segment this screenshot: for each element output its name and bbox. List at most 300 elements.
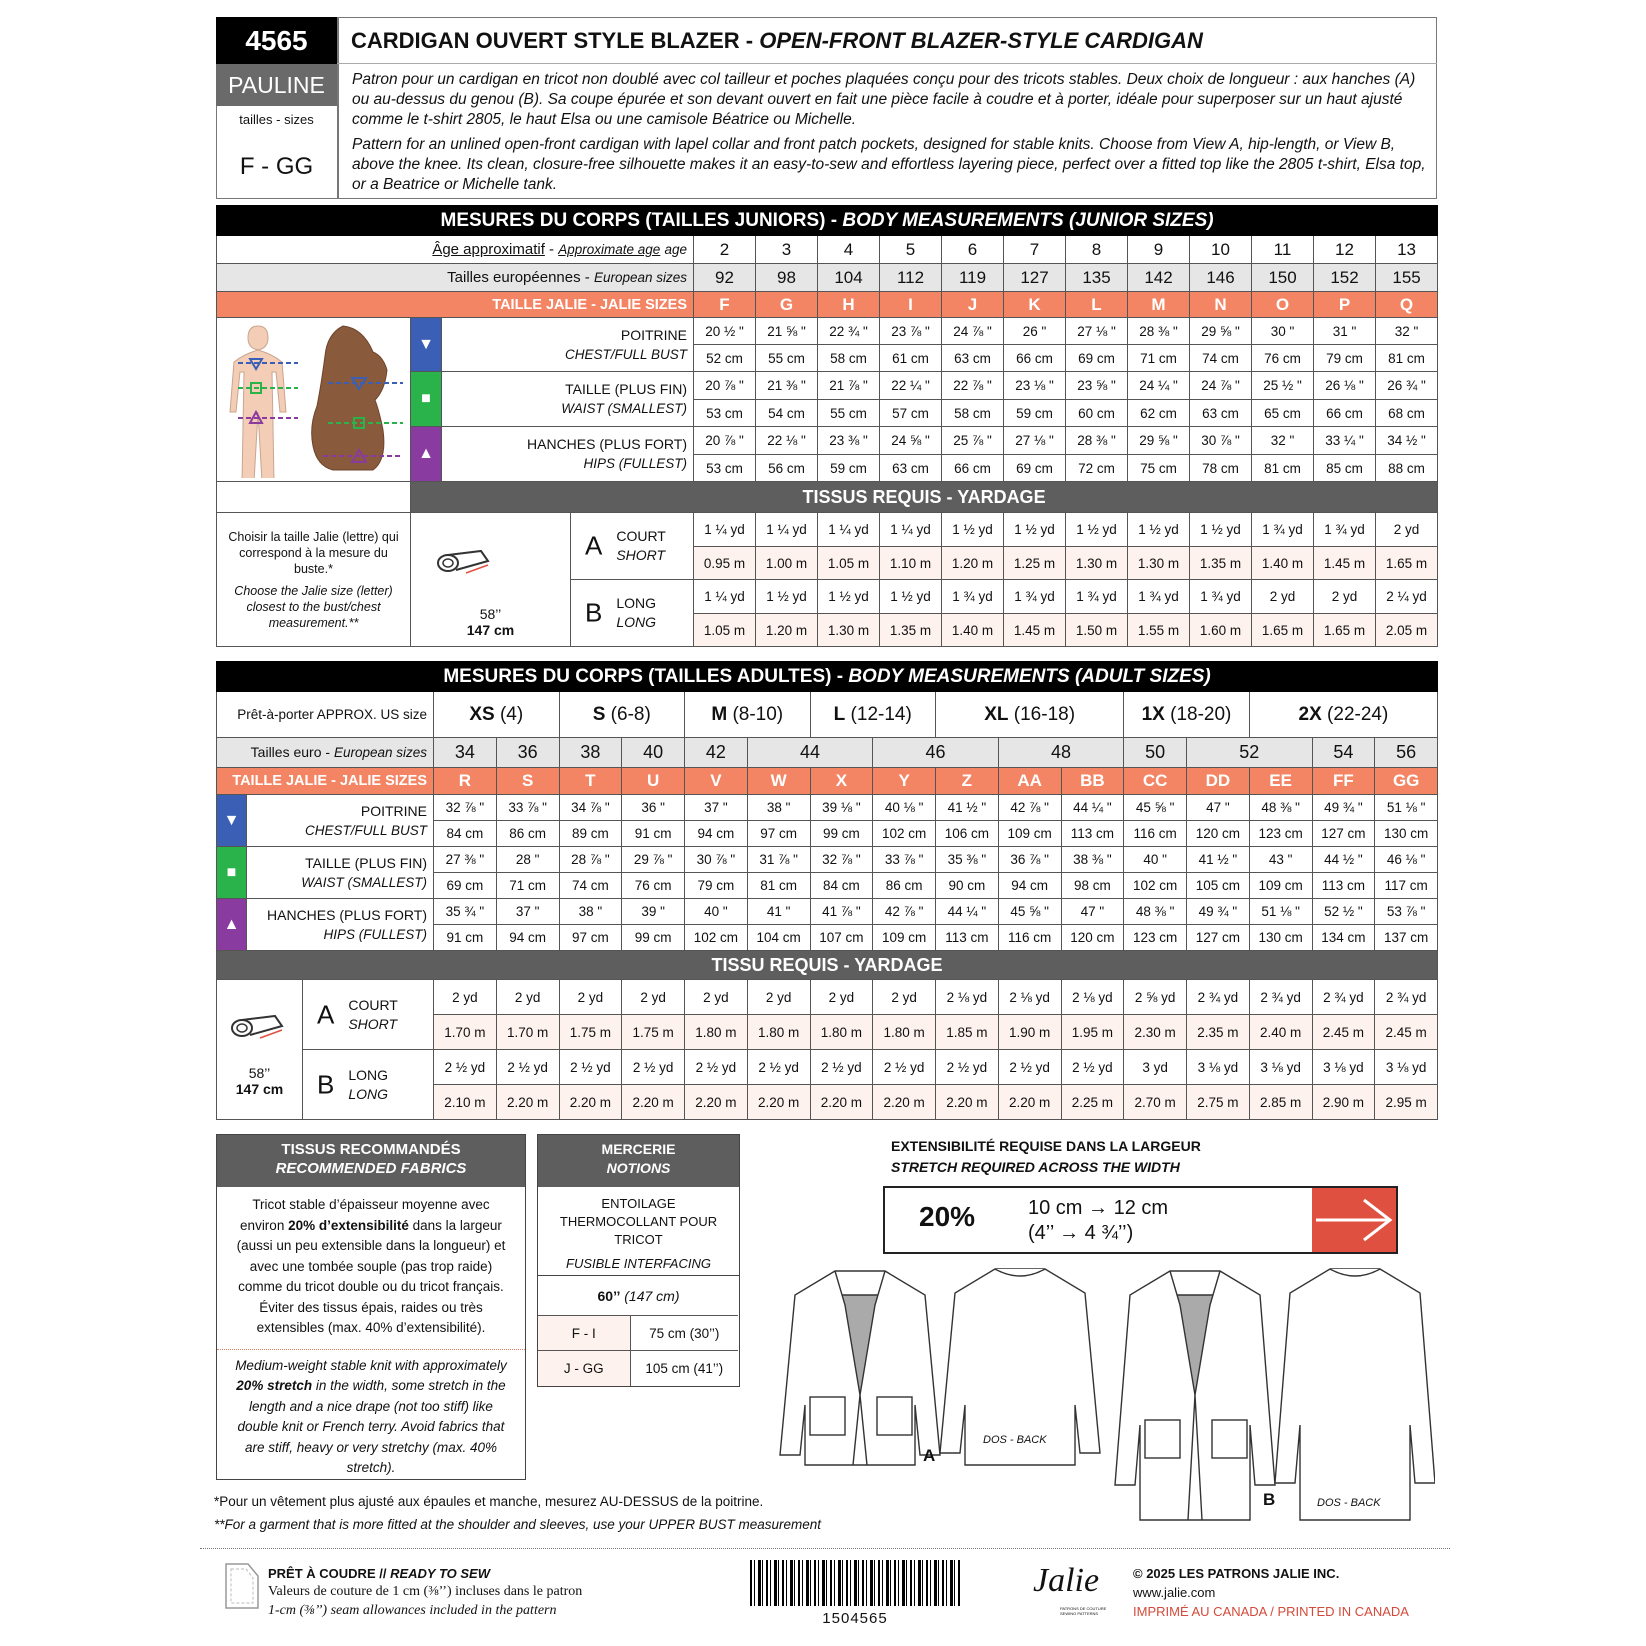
waist-cm-cell: 71 cm <box>496 873 559 899</box>
header-divider <box>337 17 339 199</box>
yardage-b-yd-cell: 2 yd <box>1314 580 1376 614</box>
rtw-size-name: XS <box>469 703 495 725</box>
chest-in-cell: 33 ⅞ " <box>496 795 559 821</box>
hips-in-cell: 34 ½ " <box>1376 427 1438 455</box>
yardage-b-m-cell: 1.60 m <box>1190 614 1252 647</box>
notions-size: F - I <box>538 1316 630 1351</box>
hips-in-cell: 53 ⅞ " <box>1375 899 1438 925</box>
euro-cell: 42 <box>685 738 748 768</box>
euro-cell: 40 <box>622 738 685 768</box>
yardage-b-m-cell: 2.75 m <box>1187 1085 1250 1120</box>
rtw-size-num: (6-8) <box>605 703 651 725</box>
chest-symbol-icon: ▼ <box>217 795 247 847</box>
notions-row <box>538 1351 738 1386</box>
rtw-size-num: (12-14) <box>845 703 912 725</box>
waist-in-cell: 26 ⅛ " <box>1314 372 1376 400</box>
waist-label-en: WAIST (SMALLEST) <box>561 401 687 416</box>
waist-in-cell: 24 ⅞ " <box>1190 372 1252 400</box>
rtw-size-name: S <box>592 703 606 725</box>
title-en: OPEN-FRONT BLAZER-STYLE CARDIGAN <box>759 28 1203 53</box>
body-figures <box>217 318 411 482</box>
euro-cell: 119 <box>942 264 1004 292</box>
hips-cm-cell: 66 cm <box>942 455 1004 482</box>
euro-cell: 155 <box>1376 264 1438 292</box>
yardage-b-yd-cell: 2 ½ yd <box>998 1050 1061 1085</box>
jalie-size-cell: N <box>1190 292 1252 318</box>
euro-label-fr: Tailles euro - <box>250 744 334 760</box>
chest-cm-cell: 97 cm <box>747 821 810 847</box>
view-a-label <box>303 980 434 1050</box>
yardage-b-m-cell: 2.20 m <box>685 1085 748 1120</box>
ready-to-sew <box>268 1566 490 1581</box>
waist-cm-cell: 57 cm <box>880 400 942 427</box>
view-a-front-sketch <box>780 1271 940 1465</box>
chest-in-cell: 22 ¾ " <box>818 318 880 345</box>
stretch-title-fr: EXTENSIBILITÉ REQUISE DANS LA LARGEUR <box>891 1138 1201 1154</box>
notions-width-cm: (147 cm) <box>624 1288 680 1304</box>
jalie-size-cell: H <box>818 292 880 318</box>
yardage-a-m-cell: 1.10 m <box>880 547 942 580</box>
rtw-size-num: (16-18) <box>1008 703 1076 725</box>
yardage-a-m-cell: 1.35 m <box>1190 547 1252 580</box>
view-a-letter: A <box>317 999 335 1029</box>
jalie-size-cell: GG <box>1375 768 1438 795</box>
choose-note-en: Choose the Jalie size (letter) closest to the bust/chest measurement.** <box>234 583 393 630</box>
euro-cell: 50 <box>1124 738 1187 768</box>
notions-item-en: FUSIBLE INTERFACING <box>566 1256 711 1271</box>
yardage-a-yd-cell: 1 ½ yd <box>942 513 1004 547</box>
yardage-a-m-cell: 1.70 m <box>434 1015 497 1050</box>
chest-cm-cell: 109 cm <box>998 821 1061 847</box>
waist-in-cell: 28 ⅞ " <box>559 847 622 873</box>
junior-title-fr: MESURES DU CORPS (TAILLES JUNIORS) - <box>440 209 843 231</box>
jalie-size-cell: J <box>942 292 1004 318</box>
rtw-size-cell <box>559 692 685 738</box>
chest-cm-cell: 84 cm <box>434 821 497 847</box>
notions-qty: 75 cm (30’’) <box>630 1316 738 1351</box>
yardage-a-yd-cell: 1 ½ yd <box>1004 513 1066 547</box>
rtw-size-num: (4) <box>494 703 524 725</box>
seam-allowance-en: 1-cm (⅜’’) seam allowances included in the pattern <box>268 1603 557 1618</box>
euro-label <box>217 738 434 768</box>
yardage-b-m-cell: 1.65 m <box>1314 614 1376 647</box>
waist-in-cell: 20 ⅞ " <box>694 372 756 400</box>
yardage-b-yd-cell: 2 ½ yd <box>622 1050 685 1085</box>
ready-fr: PRÊT À COUDRE <box>268 1566 376 1581</box>
chest-cm-cell: 127 cm <box>1312 821 1375 847</box>
view-b-en: LONG <box>616 614 657 630</box>
jalie-size-label: TAILLE JALIE - JALIE SIZES <box>217 768 434 795</box>
yardage-b-m-cell: 2.10 m <box>434 1085 497 1120</box>
waist-in-cell: 21 ⅜ " <box>756 372 818 400</box>
chest-in-cell: 32 " <box>1376 318 1438 345</box>
yardage-a-yd-cell: 2 yd <box>873 980 936 1015</box>
yardage-b-yd-cell: 2 yd <box>1252 580 1314 614</box>
waist-in-cell: 26 ¾ " <box>1376 372 1438 400</box>
chest-cm-cell: 55 cm <box>756 345 818 372</box>
hips-cm-cell: 85 cm <box>1314 455 1376 482</box>
jalie-size-cell: V <box>685 768 748 795</box>
euro-cell: 56 <box>1375 738 1438 768</box>
age-cell: 4 <box>818 236 880 264</box>
chest-in-cell: 44 ¼ " <box>1061 795 1124 821</box>
waist-in-cell: 22 ¼ " <box>880 372 942 400</box>
euro-label-fr: Tailles européennes - <box>447 269 594 286</box>
hips-cm-cell: 102 cm <box>685 925 748 951</box>
yardage-a-yd-cell: 2 ¾ yd <box>1375 980 1438 1015</box>
chest-cm-cell: 76 cm <box>1252 345 1314 372</box>
view-b-label <box>571 580 694 647</box>
yardage-a-yd-cell: 1 ½ yd <box>1190 513 1252 547</box>
view-b-back-sketch <box>1275 1269 1435 1520</box>
chest-in-cell: 45 ⅝ " <box>1124 795 1187 821</box>
pattern-name: PAULINE <box>216 64 337 106</box>
waist-cm-cell: 74 cm <box>559 873 622 899</box>
jalie-size-cell: EE <box>1249 768 1312 795</box>
view-b-back-label: DOS - BACK <box>1317 1497 1381 1509</box>
view-b-letter: B <box>317 1069 335 1099</box>
waist-label-en: WAIST (SMALLEST) <box>301 874 427 890</box>
euro-cell: 135 <box>1066 264 1128 292</box>
chest-label-en: CHEST/FULL BUST <box>564 346 687 362</box>
jalie-size-cell: T <box>559 768 622 795</box>
yardage-b-yd-cell: 1 ¾ yd <box>942 580 1004 614</box>
notions-title-en: NOTIONS <box>606 1160 671 1176</box>
yardage-b-m-cell: 2.20 m <box>559 1085 622 1120</box>
yardage-a-yd-cell: 1 ¾ yd <box>1252 513 1314 547</box>
waist-in-cell: 40 " <box>1124 847 1187 873</box>
hips-label-fr: HANCHES (PLUS FORT) <box>267 906 427 923</box>
yardage-a-yd-cell: 2 yd <box>1376 513 1438 547</box>
fabrics-en-2: in the width, some stretch in the length and a nice drape (not too stiff) like double knit or French terry. Avoid fabrics that are stiff, heavy or very stretchy (max. 40% stretch). <box>237 1378 506 1475</box>
chest-in-cell: 29 ⅝ " <box>1190 318 1252 345</box>
yardage-b-yd-cell: 1 ¾ yd <box>1190 580 1252 614</box>
view-a-en: SHORT <box>616 547 666 563</box>
hips-cm-cell: 120 cm <box>1061 925 1124 951</box>
jalie-size-cell: FF <box>1312 768 1375 795</box>
hips-in-cell: 52 ½ " <box>1312 899 1375 925</box>
hips-cm-cell: 75 cm <box>1128 455 1190 482</box>
age-cell: 10 <box>1190 236 1252 264</box>
waist-in-cell: 43 " <box>1249 847 1312 873</box>
notions-width <box>538 1275 739 1315</box>
waist-cm-cell: 69 cm <box>434 873 497 899</box>
seam-allowance-fr: Valeurs de couture de 1 cm (⅜’’) incluses dans le patron <box>268 1584 583 1599</box>
chest-in-cell: 48 ⅜ " <box>1249 795 1312 821</box>
yardage-a-m-cell: 1.25 m <box>1004 547 1066 580</box>
yardage-a-m-cell: 2.45 m <box>1312 1015 1375 1050</box>
yardage-b-m-cell: 2.20 m <box>496 1085 559 1120</box>
hips-in-cell: 48 ⅜ " <box>1124 899 1187 925</box>
yardage-a-m-cell: 1.95 m <box>1061 1015 1124 1050</box>
view-b-fr: LONG <box>616 595 657 611</box>
jalie-size-cell: BB <box>1061 768 1124 795</box>
garment-sketches <box>775 1265 1435 1530</box>
fabric-width-cm: 147 cm <box>466 622 515 638</box>
yardage-a-yd-cell: 1 ¾ yd <box>1314 513 1376 547</box>
yardage-a-yd-cell: 2 ⅛ yd <box>998 980 1061 1015</box>
waist-in-cell: 30 ⅞ " <box>685 847 748 873</box>
chest-cm-cell: 71 cm <box>1128 345 1190 372</box>
rtw-size-cell <box>810 692 936 738</box>
rtw-size-name: M <box>711 703 728 725</box>
waist-in-cell: 31 ⅞ " <box>747 847 810 873</box>
chest-cm-cell: 52 cm <box>694 345 756 372</box>
waist-cm-cell: 90 cm <box>936 873 999 899</box>
yardage-b-yd-cell: 1 ½ yd <box>818 580 880 614</box>
age-label-fr: Âge approximatif <box>432 241 545 258</box>
hips-cm-cell: 59 cm <box>818 455 880 482</box>
notions-box <box>537 1134 740 1387</box>
view-a-label <box>571 513 694 580</box>
choose-note-fr: Choisir la taille Jalie (lettre) qui correspond à la mesure du buste.* <box>228 529 399 576</box>
yardage-b-yd-cell: 2 ½ yd <box>685 1050 748 1085</box>
yardage-a-m-cell: 1.30 m <box>1066 547 1128 580</box>
age-cell: 3 <box>756 236 818 264</box>
view-a-fr: COURT <box>348 996 398 1013</box>
chest-cm-cell: 61 cm <box>880 345 942 372</box>
notions-qty: 105 cm (41’’) <box>630 1351 738 1386</box>
title-fr: CARDIGAN OUVERT STYLE BLAZER <box>351 28 740 53</box>
hips-cm-cell: 94 cm <box>496 925 559 951</box>
jalie-size-cell: M <box>1128 292 1190 318</box>
yardage-b-yd-cell: 1 ¾ yd <box>1128 580 1190 614</box>
waist-cm-cell: 86 cm <box>873 873 936 899</box>
jalie-size-cell: K <box>1004 292 1066 318</box>
yardage-a-m-cell: 1.40 m <box>1252 547 1314 580</box>
fabrics-divider <box>217 1349 525 1350</box>
view-b-letter: B <box>585 597 603 628</box>
view-a-back-label: DOS - BACK <box>983 1434 1047 1446</box>
hips-in-cell: 45 ⅝ " <box>998 899 1061 925</box>
hips-cm-cell: 72 cm <box>1066 455 1128 482</box>
age-cell: 13 <box>1376 236 1438 264</box>
yardage-a-yd-cell: 1 ¼ yd <box>818 513 880 547</box>
view-a-letter: A <box>585 530 603 561</box>
age-cell: 7 <box>1004 236 1066 264</box>
waist-cm-cell: 76 cm <box>622 873 685 899</box>
chest-label <box>247 795 434 847</box>
euro-cell: 52 <box>1187 738 1313 768</box>
junior-yardage-title: TISSUS REQUIS - YARDAGE <box>411 482 1438 513</box>
euro-cell: 48 <box>998 738 1124 768</box>
hips-cm-cell: 130 cm <box>1249 925 1312 951</box>
yardage-b-yd-cell: 3 ⅛ yd <box>1187 1050 1250 1085</box>
sizes-range: F - GG <box>239 153 314 180</box>
fabric-width-cm: 147 cm <box>235 1081 284 1097</box>
notions-item <box>538 1187 739 1275</box>
waist-cm-cell: 102 cm <box>1124 873 1187 899</box>
junior-title-en: BODY MEASUREMENTS (JUNIOR SIZES) <box>842 209 1214 231</box>
hips-cm-cell: 78 cm <box>1190 455 1252 482</box>
hips-in-cell: 44 ¼ " <box>936 899 999 925</box>
chest-in-cell: 28 ⅜ " <box>1128 318 1190 345</box>
yardage-b-m-cell: 2.85 m <box>1249 1085 1312 1120</box>
junior-section <box>216 205 1437 647</box>
chest-in-cell: 38 " <box>747 795 810 821</box>
jalie-size-cell: I <box>880 292 942 318</box>
chest-in-cell: 47 " <box>1187 795 1250 821</box>
chest-label <box>442 318 694 372</box>
hips-cm-cell: 56 cm <box>756 455 818 482</box>
rtw-size-num: (8-10) <box>727 703 784 725</box>
waist-cm-cell: 60 cm <box>1066 400 1128 427</box>
waist-in-cell: 36 ⅞ " <box>998 847 1061 873</box>
waist-cm-cell: 54 cm <box>756 400 818 427</box>
jalie-size-cell: W <box>747 768 810 795</box>
chest-symbol-icon: ▼ <box>411 318 442 372</box>
yardage-b-yd-cell: 2 ½ yd <box>559 1050 622 1085</box>
chest-cm-cell: 94 cm <box>685 821 748 847</box>
fabrics-title-fr: TISSUS RECOMMANDÉS <box>281 1141 461 1158</box>
age-cell: 9 <box>1128 236 1190 264</box>
chest-cm-cell: 66 cm <box>1004 345 1066 372</box>
hips-cm-cell: 69 cm <box>1004 455 1066 482</box>
yardage-b-m-cell: 2.20 m <box>998 1085 1061 1120</box>
rtw-size-cell <box>1249 692 1437 738</box>
yardage-b-yd-cell: 1 ¾ yd <box>1066 580 1128 614</box>
adult-title-fr: MESURES DU CORPS (TAILLES ADULTES) - <box>443 665 849 687</box>
yardage-b-yd-cell: 1 ½ yd <box>880 580 942 614</box>
hips-in-cell: 35 ¾ " <box>434 899 497 925</box>
waist-label-fr: TAILLE (PLUS FIN) <box>305 854 427 871</box>
yardage-b-yd-cell: 2 ½ yd <box>496 1050 559 1085</box>
fabric-roll-cell <box>411 513 571 647</box>
yardage-b-m-cell: 1.30 m <box>818 614 880 647</box>
yardage-a-m-cell: 1.30 m <box>1128 547 1190 580</box>
waist-in-cell: 28 " <box>496 847 559 873</box>
hips-in-cell: 20 ⅞ " <box>694 427 756 455</box>
hips-in-cell: 41 " <box>747 899 810 925</box>
hips-in-cell: 30 ⅞ " <box>1190 427 1252 455</box>
yardage-a-yd-cell: 2 yd <box>810 980 873 1015</box>
chest-in-cell: 26 " <box>1004 318 1066 345</box>
euro-cell: 112 <box>880 264 942 292</box>
jalie-size-cell: Y <box>873 768 936 795</box>
yardage-a-m-cell: 2.35 m <box>1187 1015 1250 1050</box>
description-fr: Patron pour un cardigan en tricot non doublé avec col tailleur et poches plaquées conçu pour des tricots stables. Deux choix de longueur : aux hanches (A) ou au-dessus du genou (B). Sa coupe épurée et son devant ouvert en fait une pièce facile à coudre et à porter, idéale pour superposer sur un haut ajusté comme le t-shirt 2805, le haut Elsa ou une camisole Béatrice ou Michelle. <box>352 71 1416 128</box>
yardage-b-m-cell: 2.05 m <box>1376 614 1438 647</box>
waist-in-cell: 23 ⅝ " <box>1066 372 1128 400</box>
hips-cm-cell: 113 cm <box>936 925 999 951</box>
rtw-size-name: L <box>833 703 846 725</box>
yardage-b-m-cell: 2.70 m <box>1124 1085 1187 1120</box>
jalie-size-cell: F <box>694 292 756 318</box>
chest-cm-cell: 79 cm <box>1314 345 1376 372</box>
waist-label-fr: TAILLE (PLUS FIN) <box>565 381 687 397</box>
waist-in-cell: 23 ⅛ " <box>1004 372 1066 400</box>
yardage-a-m-cell: 1.65 m <box>1376 547 1438 580</box>
yardage-b-m-cell: 2.95 m <box>1375 1085 1438 1120</box>
yardage-b-yd-cell: 2 ½ yd <box>873 1050 936 1085</box>
hips-cm-cell: 127 cm <box>1187 925 1250 951</box>
recommended-fabrics-box <box>216 1134 526 1480</box>
yardage-b-m-cell: 1.55 m <box>1128 614 1190 647</box>
waist-in-cell: 25 ½ " <box>1252 372 1314 400</box>
notions-size: J - GG <box>538 1351 630 1386</box>
hips-in-cell: 41 ⅞ " <box>810 899 873 925</box>
waist-cm-cell: 63 cm <box>1190 400 1252 427</box>
yardage-a-yd-cell: 1 ½ yd <box>1128 513 1190 547</box>
waist-cm-cell: 62 cm <box>1128 400 1190 427</box>
chest-in-cell: 24 ⅞ " <box>942 318 1004 345</box>
euro-cell: 146 <box>1190 264 1252 292</box>
euro-cell: 127 <box>1004 264 1066 292</box>
fabrics-title <box>217 1135 525 1187</box>
jalie-size-cell: R <box>434 768 497 795</box>
euro-cell: 142 <box>1128 264 1190 292</box>
waist-in-cell: 38 ⅜ " <box>1061 847 1124 873</box>
waist-in-cell: 21 ⅞ " <box>818 372 880 400</box>
fabrics-fr-bold: 20% d’extensibilité <box>288 1217 409 1233</box>
chest-label-fr: POITRINE <box>360 802 427 819</box>
chest-cm-cell: 130 cm <box>1375 821 1438 847</box>
waist-cm-cell: 105 cm <box>1187 873 1250 899</box>
yardage-b-m-cell: 2.20 m <box>810 1085 873 1120</box>
jalie-size-cell: Z <box>936 768 999 795</box>
adult-title <box>217 662 1438 692</box>
yardage-b-yd-cell: 3 ⅛ yd <box>1375 1050 1438 1085</box>
fabric-width-in: 58’’ <box>479 606 502 622</box>
hips-cm-cell: 81 cm <box>1252 455 1314 482</box>
notions-table <box>538 1315 738 1386</box>
sizes-label: tailles - sizes <box>239 112 314 127</box>
yardage-a-yd-cell: 2 yd <box>622 980 685 1015</box>
yardage-a-m-cell: 1.00 m <box>756 547 818 580</box>
chest-in-cell: 27 ⅛ " <box>1066 318 1128 345</box>
waist-cm-cell: 53 cm <box>694 400 756 427</box>
jalie-size-cell: CC <box>1124 768 1187 795</box>
waist-in-cell: 41 ½ " <box>1187 847 1250 873</box>
adult-table <box>216 661 1438 1120</box>
age-cell: 6 <box>942 236 1004 264</box>
jalie-logo: Jalie <box>1033 1562 1100 1599</box>
hips-symbol-icon: ▲ <box>411 427 442 482</box>
yardage-b-m-cell: 2.20 m <box>622 1085 685 1120</box>
seam-allowance-icon <box>222 1560 262 1612</box>
notions-title-fr: MERCERIE <box>601 1141 676 1157</box>
hips-cm-cell: 137 cm <box>1375 925 1438 951</box>
waist-cm-cell: 84 cm <box>810 873 873 899</box>
yardage-a-m-cell: 1.75 m <box>622 1015 685 1050</box>
yardage-b-yd-cell: 2 ½ yd <box>434 1050 497 1085</box>
stretch-title-en: STRETCH REQUIRED ACROSS THE WIDTH <box>891 1159 1180 1175</box>
fabrics-fr-2: dans la largeur (aussi un peu extensible dans la longueur) et avec une tombée souple (pas trop raide) comme du tricot double ou du tricot français. Éviter des tissus épais, raides ou très extensibles (max. 40% d’extensibilité). <box>236 1217 506 1335</box>
chest-cm-cell: 81 cm <box>1376 345 1438 372</box>
view-a-marker: A <box>923 1446 936 1465</box>
chest-in-cell: 40 ⅛ " <box>873 795 936 821</box>
waist-cm-cell: 68 cm <box>1376 400 1438 427</box>
yardage-a-yd-cell: 2 ¾ yd <box>1312 980 1375 1015</box>
junior-table <box>216 205 1438 647</box>
website-link[interactable]: www.jalie.com <box>1133 1585 1216 1600</box>
chest-cm-cell: 106 cm <box>936 821 999 847</box>
hips-cm-cell: 109 cm <box>873 925 936 951</box>
chest-cm-cell: 89 cm <box>559 821 622 847</box>
ready-sep: // <box>375 1566 391 1581</box>
stretch-inch: (4’’ → 4 ¾’’) <box>1028 1222 1134 1244</box>
chest-in-cell: 36 " <box>622 795 685 821</box>
yardage-a-m-cell: 1.80 m <box>810 1015 873 1050</box>
waist-symbol-icon: ■ <box>411 372 442 427</box>
hips-cm-cell: 116 cm <box>998 925 1061 951</box>
euro-cell: 54 <box>1312 738 1375 768</box>
yardage-a-yd-cell: 2 ⅛ yd <box>936 980 999 1015</box>
chest-cm-cell: 63 cm <box>942 345 1004 372</box>
waist-in-cell: 29 ⅞ " <box>622 847 685 873</box>
rtw-size-num: (22-24) <box>1321 703 1389 725</box>
adult-section <box>216 661 1437 1120</box>
